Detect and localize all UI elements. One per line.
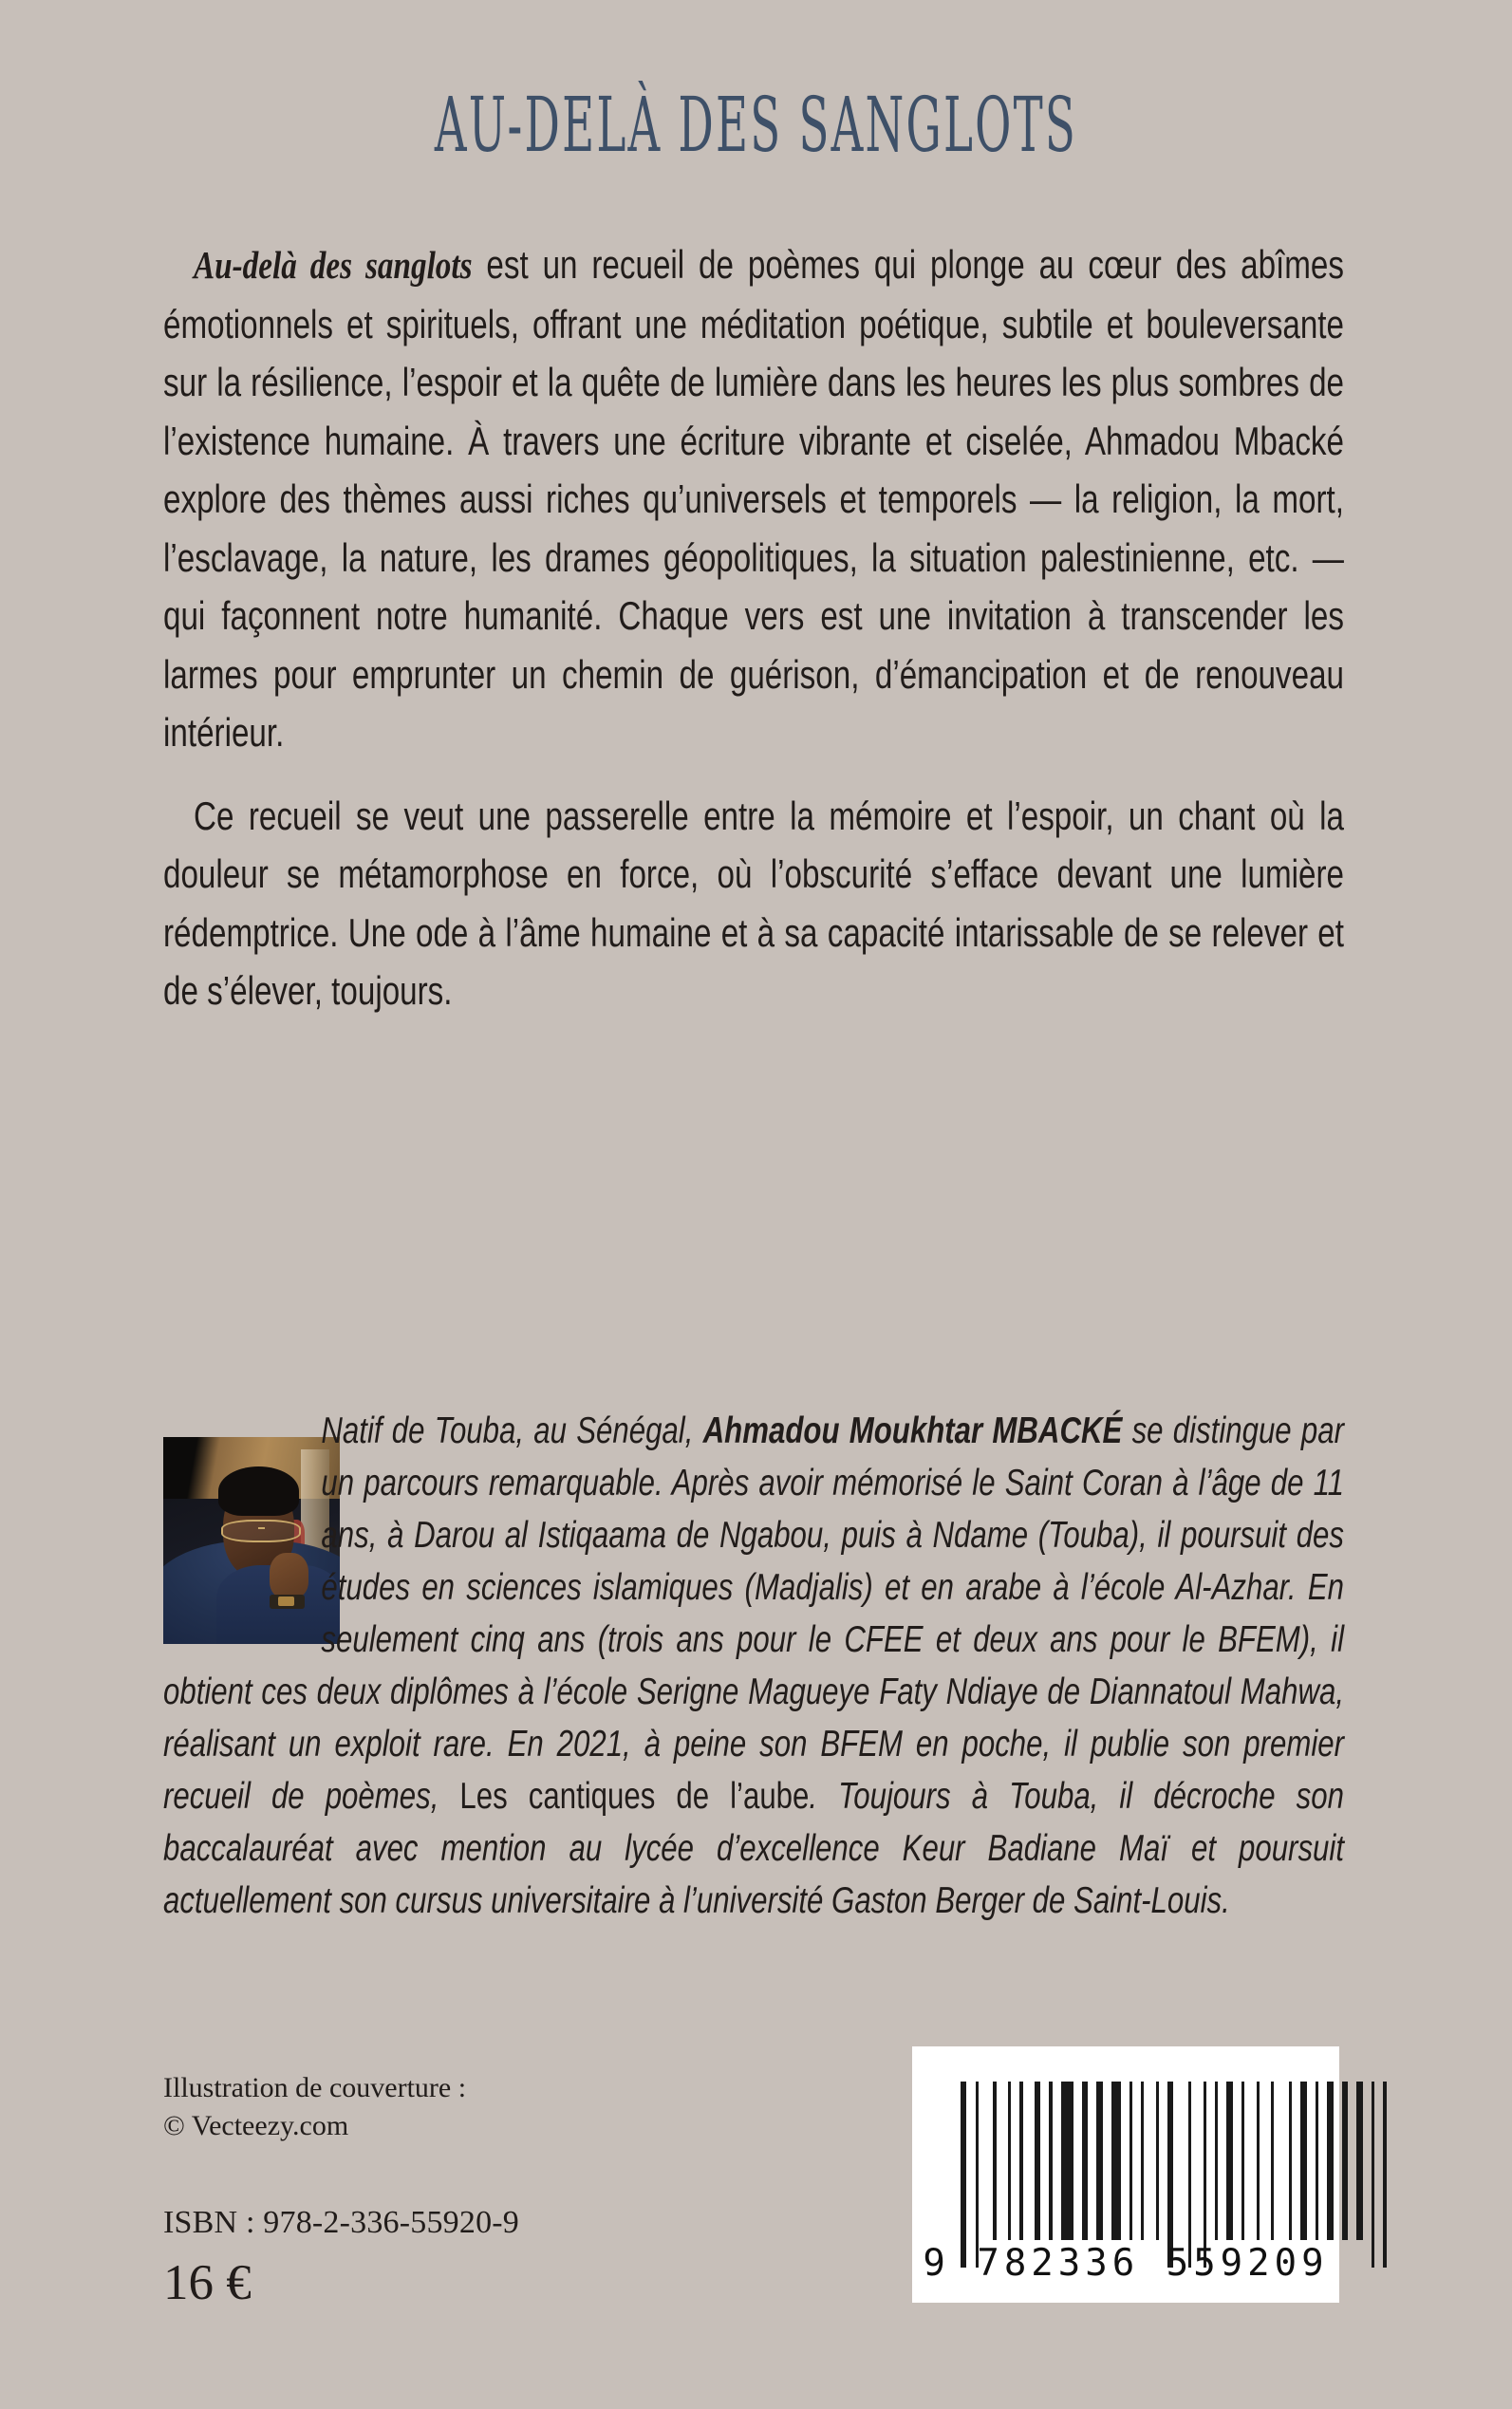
barcode-bar: [1271, 2082, 1274, 2240]
barcode-bar: [1372, 2082, 1374, 2268]
barcode-bar: [1295, 2082, 1297, 2240]
barcode-bar: [1194, 2082, 1200, 2268]
barcode-bar: [1162, 2082, 1165, 2240]
barcode-bar: [999, 2082, 1005, 2240]
barcode-bar: [1377, 2082, 1380, 2268]
barcode-bar: [1129, 2082, 1132, 2240]
barcode-digits: 9 782336 559209: [923, 2242, 1329, 2285]
barcode-bar: [1076, 2082, 1079, 2240]
barcode-bar: [1310, 2082, 1313, 2240]
page-title: AU-DELÀ DES SANGLOTS: [434, 81, 1078, 169]
barcode-bar: [1124, 2082, 1127, 2240]
barcode-bar: [1156, 2082, 1159, 2240]
barcode: [912, 2046, 1339, 2303]
barcode-bar: [1141, 2082, 1144, 2240]
barcode-bar: [1257, 2082, 1260, 2240]
isbn-text: ISBN : 978-2-336-55920-9: [163, 2205, 519, 2240]
cover-credit-label: Illustration de couverture :: [163, 2072, 467, 2103]
author-name: Ahmadou Moukhtar MBACKÉ: [702, 1410, 1123, 1451]
author-bio-text: [163, 1405, 1344, 1927]
barcode-bar: [1356, 2082, 1362, 2240]
barcode-bar: [1209, 2082, 1212, 2268]
cover-credit-source: © Vecteezy.com: [163, 2110, 349, 2141]
barcode-bar: [1019, 2082, 1022, 2240]
bio-part-3: . Toujours à Touba, il décroche son baccalauréat avec mention au lycée d’excellence Keur Badiane Maï et poursuit actuellement son cursus universitaire à l’université Gaston Berger de Saint-Louis.: [163, 1776, 1344, 1921]
blurb-paragraph-1: [163, 235, 1344, 762]
barcode-bar: [1221, 2082, 1223, 2240]
price-text: 16 €: [163, 2255, 252, 2310]
barcode-bar: [1366, 2082, 1369, 2240]
barcode-bar: [1096, 2082, 1102, 2240]
barcode-bar: [1390, 2082, 1395, 2268]
barcode-bar: [1262, 2082, 1268, 2240]
title-block: [0, 81, 1512, 169]
work-title-inline: Au-delà des sanglots: [194, 243, 473, 287]
barcode-bar: [961, 2082, 966, 2268]
barcode-bar: [1061, 2082, 1073, 2240]
barcode-bar: [1247, 2082, 1253, 2240]
barcode-bar: [981, 2082, 991, 2268]
barcode-bar: [1383, 2082, 1386, 2268]
barcode-bar: [1327, 2082, 1333, 2240]
barcode-bar: [1236, 2082, 1239, 2240]
barcode-bar: [1204, 2082, 1206, 2268]
barcode-bar: [993, 2082, 996, 2240]
bio-part-1: Natif de Touba, au Sénégal,: [321, 1410, 703, 1451]
barcode-bar: [1300, 2082, 1306, 2240]
barcode-bar: [1215, 2082, 1218, 2240]
barcode-bar: [1241, 2082, 1244, 2240]
barcode-bar: [1176, 2082, 1185, 2268]
barcode-bar: [1316, 2082, 1318, 2240]
blurb-section: [163, 235, 1344, 1020]
barcode-bars: [961, 2082, 1398, 2240]
barcode-bar: [1106, 2082, 1109, 2240]
barcode-bar: [1226, 2082, 1232, 2240]
barcode-bar: [1111, 2082, 1121, 2240]
first-book-title: Les cantiques de l’aube: [459, 1776, 810, 1817]
barcode-bar: [1035, 2082, 1040, 2240]
barcode-bar: [1188, 2082, 1191, 2268]
barcode-bar: [969, 2082, 972, 2268]
barcode-bar: [1336, 2082, 1339, 2240]
barcode-bar: [1026, 2082, 1032, 2240]
barcode-bar: [1135, 2082, 1138, 2240]
author-bio-section: [163, 1405, 1344, 1927]
barcode-bar: [1091, 2082, 1093, 2240]
barcode-bar: [1043, 2082, 1046, 2240]
barcode-bar: [1082, 2082, 1088, 2240]
blurb-paragraph-1-rest: est un recueil de poèmes qui plonge au cœur des abîmes émotionnels et spirituels, offrant une méditation poétique, subtile et bouleversante sur la résilience, l’espoir et la quête de lumière dans les heures les plus sombres de l’existence humaine. À travers une écriture vibrante et ciselée, Ahmadou Mbacké explore des thèmes aussi riches qu’universels et temporels — la religion, la mort, l’esclavage, la nature, les drames géopolitiques, la situation palestinienne, etc. — qui façonnent notre humanité. Chaque vers est une invitation à transcender les larmes pour emprunter un chemin de guérison, d’émancipation et de renouveau intérieur.: [163, 242, 1345, 755]
barcode-bar: [1321, 2082, 1324, 2240]
barcode-bar: [1014, 2082, 1017, 2240]
bio-part-2: se distingue par un parcours remarquable. Après avoir mémorisé le Saint Coran à l’âge de 11 ans, à Darou al Istiqaama de Ngabou, puis à Ndame (Touba), il poursuit des études en sciences islamiques (Madjalis) et en arabe à l’école Al-Azhar. En seulement cinq ans (trois ans pour le CFEE et deux ans pour le BFEM), il obtient ces deux diplômes à l’école Serigne Magueye Faty Ndiaye de Diannatoul Mahwa, réalisant un exploit rare. En 2021, à peine son BFEM en poche, il publie son premier recueil de poèmes,: [163, 1410, 1344, 1817]
barcode-bar: [1342, 2082, 1348, 2240]
footer-left: [163, 2069, 828, 2310]
barcode-bar: [976, 2082, 979, 2268]
barcode-bar: [1049, 2082, 1052, 2240]
barcode-bar: [1147, 2082, 1152, 2240]
barcode-bar: [1289, 2082, 1292, 2240]
barcode-bar: [1055, 2082, 1058, 2240]
blurb-paragraph-2: Ce recueil se veut une passerelle entre la mémoire et l’espoir, un chant où la douleur se métamorphose en force, où l’obscurité s’efface devant une lumière rédemptrice. Une ode à l’âme humaine et à sa capacité intarissable de se relever et de s’élever, toujours.: [163, 793, 1344, 1013]
barcode-bar: [1351, 2082, 1353, 2240]
barcode-bar: [1167, 2082, 1173, 2268]
barcode-bar: [1277, 2082, 1286, 2240]
barcode-bar: [1008, 2082, 1011, 2240]
